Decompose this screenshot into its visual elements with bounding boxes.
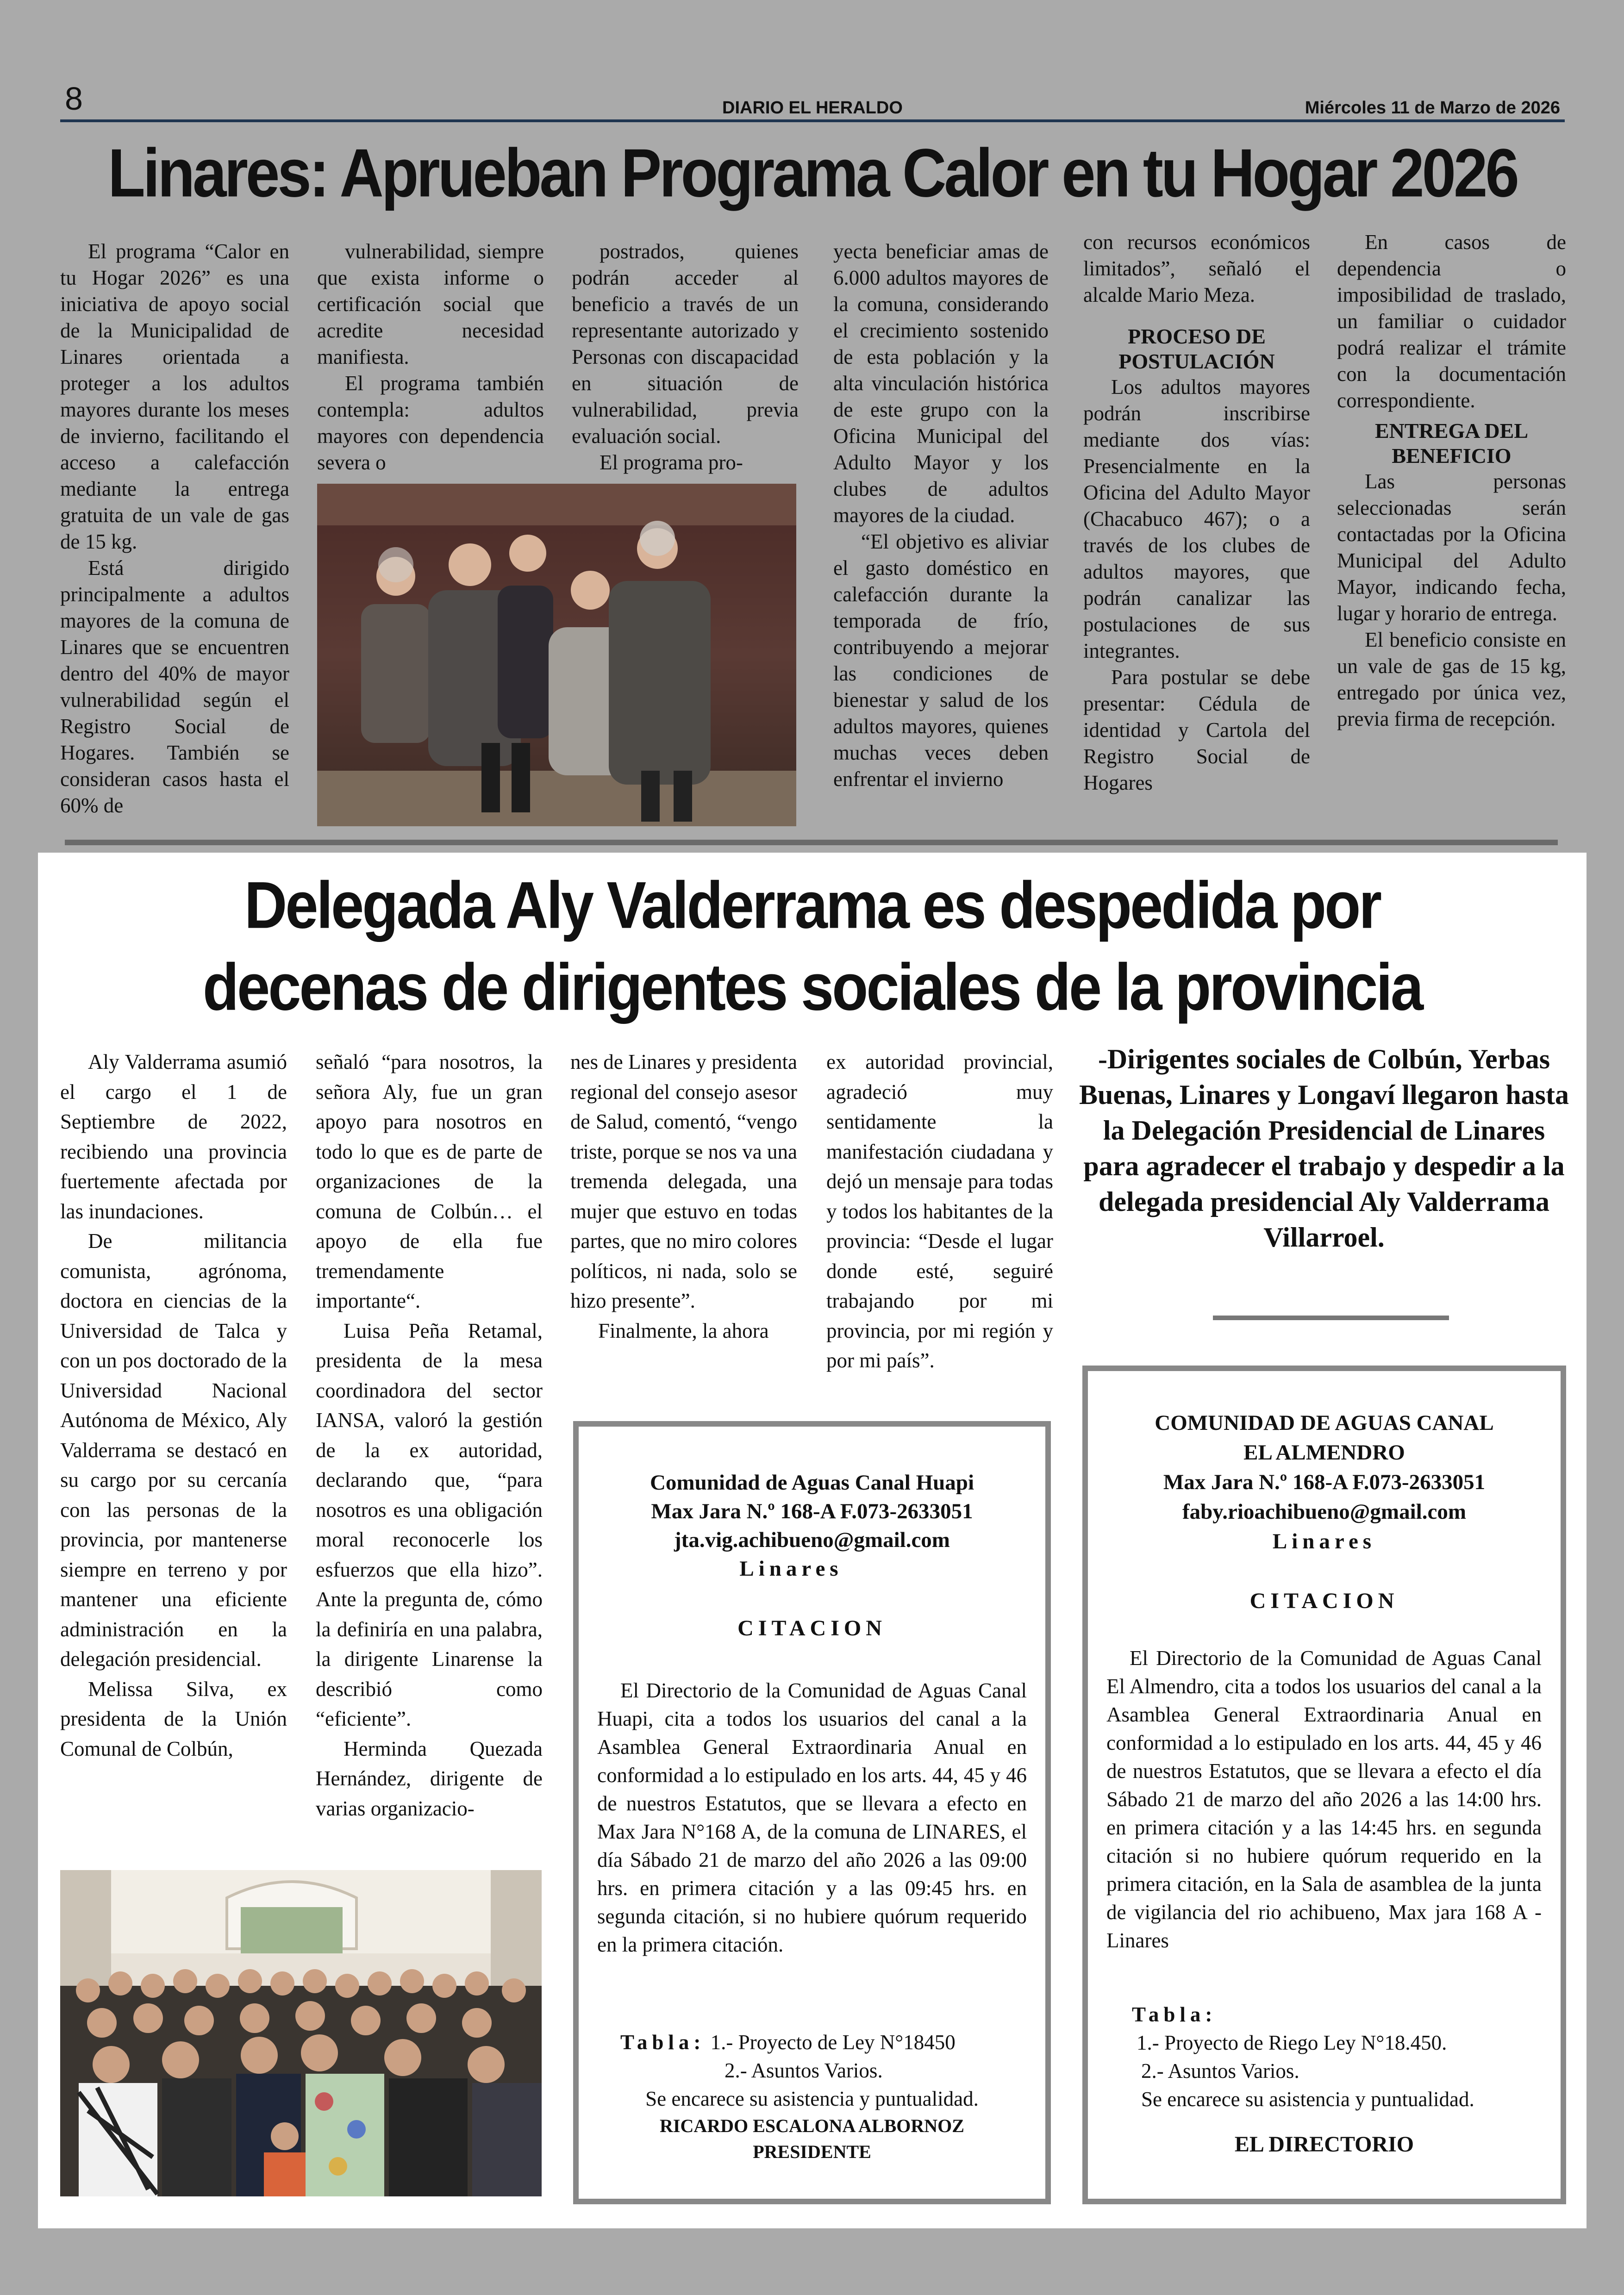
article1-column-6 (1337, 229, 1566, 732)
notice-canal-huapi (573, 1421, 1051, 2204)
notice1-body: El Directorio de la Comunidad de Aguas Canal Huapi, cita a todos los usuarios del canal a la Asamblea General Extraordinaria Anual en conformidad a lo estipulado en los arts. 44, 45 y 46 de nuestros Estatutos, que se llevara a efecto en Max Jara N°168 A, de la comuna de LINARES, el día Sábado 21 de marzo del año 2026 a las 09:00 hrs. en primera citación y a las 09:45 hrs. en segunda citación, si no hubiere quórum requerido en la primera citación. (597, 1679, 1027, 1956)
article1-col6-intro: En casos de dependencia o imposibilidad de traslado, un familiar o cuidador podrá realizar el trámite con la documentación correspondiente. (1337, 231, 1566, 412)
page-number: 8 (65, 81, 83, 117)
notice1-closing: Se encarece su asistencia y puntualidad. (645, 2087, 979, 2110)
article2-col1-p2: De militancia comunista, agrónoma, doctora en ciencias de la Universidad de Talca y con un pos doctorado de la Universidad Nacional Autónoma de México, Aly Valderrama se destacó en su cargo por su cercanía con las personas de la provincia, por mantenerse siempre en terreno y por mantener una eficiente administración en la delegación presidencial. (60, 1229, 287, 1671)
notice1-email: jta.vig.achibueno@gmail.com (674, 1528, 950, 1552)
farewell-group-photo (60, 1870, 542, 2196)
notice2-body: El Directorio de la Comunidad de Aguas Canal El Almendro, cita a todos los usuarios del canal a la Asamblea General Extraordinaria Anual en conformidad a lo estipulado en los arts. 44, 45 y 46 de nuestros Estatutos, que se llevara a efecto el día Sábado 21 de marzo del año 2026 a las 14:00 hrs. en primera citación y a las 14:45 hrs. en segunda citación si no hubiere quórum requerido en la primera citación, en la Sala de asamblea de la junta de vigilancia del rio achibueno, Max jara 168 A - Linares (1106, 1646, 1542, 1952)
article1-col1-p1: El programa “Calor en tu Hogar 2026” es una iniciativa de apoyo social de la Municipalidad de Linares orientada a proteger a los adultos mayores durante los meses de invierno, facilitando el acceso a calefacción mediante la entrega gratuita de un vale de gas de 15 kg. (60, 240, 289, 553)
article2-lead: -Dirigentes sociales de Colbún, Yerbas Buenas, Linares y Longaví llegaron hasta la Delegación Presidencial de Linares para agradecer el trabajo y despedir a la delegada presidencial Aly Valderrama Villarroel. (1079, 1044, 1569, 1253)
article1-column-4 (833, 238, 1049, 792)
article1-col5-intro: con recursos económicos limitados”, señaló el alcalde Mario Meza. (1083, 231, 1310, 306)
notice2-item1: 1.- Proyecto de Riego Ley N°18.450. (1137, 2031, 1447, 2054)
notice2-address: Max Jara N.º 168-A F.073-2633051 (1163, 1470, 1486, 1494)
article2-col3-p2: Finalmente, la ahora (598, 1319, 769, 1342)
article1-col5-p2: Para postular se debe presentar: Cédula de identidad y Cartola del Registro Social de Hogares (1083, 666, 1310, 794)
article2-col1-p3: Melissa Silva, ex presidenta de la Unión Comunal de Colbún, (60, 1677, 287, 1760)
article2-headline-line2: decenas de dirigentes sociales de la provincia (202, 950, 1422, 1024)
article1-col3-p2: El programa pro- (600, 451, 743, 474)
notice2-item2: 2.- Asuntos Varios. (1141, 2059, 1299, 2083)
notice2-signer: EL DIRECTORIO (1234, 2132, 1414, 2157)
article2-col3-p1: nes de Linares y presidenta regional del consejo asesor de Salud, comentó, “vengo triste, porque se nos va una tremenda delegada, una mujer que estuvo en todas partes, que no miro colores políticos, ni nada, solo se hizo presente”. (570, 1050, 797, 1312)
notice1-signer: RICARDO ESCALONA ALBORNOZ (660, 2115, 964, 2136)
article1-col4-p1: yecta beneficiar amas de 6.000 adultos mayores de la comuna, considerando el crecimiento sostenido de esta población y la alta vinculación histórica de este grupo con la Oficina Municipal del Adulto Mayor y los clubes de adultos mayores de la ciudad. (833, 240, 1049, 527)
notice2-tabla-label: Tabla: (1132, 2003, 1217, 2026)
article1-headline: Linares: Aprueban Programa Calor en tu Hogar 2026 (108, 135, 1517, 211)
article1-col1-p2: Está dirigido principalmente a adultos mayores de la comuna de Linares que se encuentren dentro del 40% de mayor vulnerabilidad según el Registro Social de Hogares. También se consideran casos hasta el 60% de (60, 556, 289, 817)
notice1-city: Linares (739, 1557, 843, 1581)
notice1-role: PRESIDENTE (753, 2141, 871, 2162)
article1-column-1 (60, 238, 289, 819)
article2-col4-p1: ex autoridad provincial, agradeció muy sentidamente la manifestación ciudadana y dejó un mensaje para todas y todos los habitantes de la provincia: “Desde el lugar donde esté, seguiré trabajando por mi provincia, por mi región y por mi país”. (826, 1050, 1053, 1372)
notice-canal-el-almendro (1082, 1366, 1566, 2204)
article1-column-3 (572, 238, 799, 476)
notice2-city: Linares (1272, 1529, 1376, 1553)
seniors-group-photo (317, 484, 796, 826)
notice2-title: CITACION (1249, 1589, 1399, 1613)
article1-column-2 (317, 238, 544, 476)
issue-date: Miércoles 11 de Marzo de 2026 (1305, 98, 1560, 118)
article2-col2-p3: Herminda Quezada Hernández, dirigente de varias organizacio- (316, 1737, 543, 1820)
article1-column-5 (1083, 229, 1310, 796)
article2-column-2 (316, 1047, 543, 1823)
notice2-org-line2: EL ALMENDRO (1243, 1441, 1405, 1465)
article1-col6-p1: Las personas seleccionadas serán contactadas por la Oficina Municipal del Adulto Mayor, indicando fecha, lugar y horario de entrega. (1337, 470, 1566, 625)
article2-col2-p1: señaló “para nosotros, la señora Aly, fue un gran apoyo para nosotros en todo lo que es de parte de organizaciones de la comuna de Colbún… el apoyo de ella fue tremendamente importante“. (316, 1050, 543, 1312)
article1-col4-p2: “El objetivo es aliviar el gasto doméstico en calefacción durante la temporada de frío, contribuyendo a mejorar las condiciones de bienestar y salud de los adultos mayores, quienes muchas veces deben enfrentar el invierno (833, 530, 1049, 791)
notice1-item2: 2.- Asuntos Varios. (725, 2059, 883, 2082)
article2-headline-line1: Delegada Aly Valderrama es despedida por (244, 868, 1380, 942)
notice2-email: faby.rioachibueno@gmail.com (1182, 1500, 1466, 1524)
notice2-closing: Se encarece su asistencia y puntualidad. (1141, 2088, 1474, 2111)
section-divider (65, 840, 1558, 845)
notice1-title: CITACION (737, 1616, 887, 1640)
article1-col3-p1: postrados, quienes podrán acceder al beneficio a través de un representante autorizado y Personas con discapacidad en situación de vulnerabilidad, previa evaluación social. (572, 240, 799, 448)
notice2-org-line1: COMUNIDAD DE AGUAS CANAL (1155, 1411, 1494, 1435)
notice1-address: Max Jara N.º 168-A F.073-2633051 (651, 1499, 973, 1523)
notice1-item1: 1.- Proyecto de Ley N°18450 (710, 2031, 956, 2054)
notice1-tabla-label: Tabla: (620, 2031, 706, 2054)
article1-col5-p1: Los adultos mayores podrán inscribirse mediante dos vías: Presencialmente en la Oficina del Adulto Mayor (Chacabuco 467); o a través de los clubes de adultos mayores, que podrán canalizar las postulaciones de sus integrantes. (1083, 375, 1310, 662)
article2-col1-p1: Aly Valderrama asumió el cargo el 1 de Septiembre de 2022, recibiendo una provincia fuertemente afectada por las inundaciones. (60, 1050, 287, 1223)
article1-col2-p1: vulnerabilidad, siempre que exista informe o certificación social que acredite necesidad manifiesta. (317, 240, 544, 368)
notice1-org: Comunidad de Aguas Canal Huapi (650, 1471, 974, 1495)
article2-headline (38, 865, 1587, 1029)
header-rule (60, 119, 1565, 122)
section-heading-entrega: ENTREGA DEL BENEFICIO (1374, 419, 1529, 468)
article2-col2-p2: Luisa Peña Retamal, presidenta de la mesa coordinadora del sector IANSA, valoró la gestión de la ex autoridad, declarando que, “para nosotros es una obligación moral reconocerle los esfuerzos que ella hizo”. Ante la pregunta de, cómo la definiría en una palabra, la dirigente Linarense la describió como “eficiente”. (316, 1319, 543, 1730)
article1-col6-p2: El beneficio consiste en un vale de gas de 15 kg, entregado por única vez, previa firma de recepción. (1337, 628, 1566, 730)
article2-column-1 (60, 1047, 287, 1764)
article2-column-3 (570, 1047, 797, 1346)
article2-column-4 (826, 1047, 1053, 1376)
article1-col2-p2: El programa también contempla: adultos mayores con dependencia severa o (317, 372, 544, 474)
section-heading-postulacion: PROCESO DE POSTULACIÓN (1118, 324, 1275, 373)
newspaper-name: DIARIO EL HERALDO (722, 98, 903, 118)
lead-divider (1213, 1316, 1449, 1320)
